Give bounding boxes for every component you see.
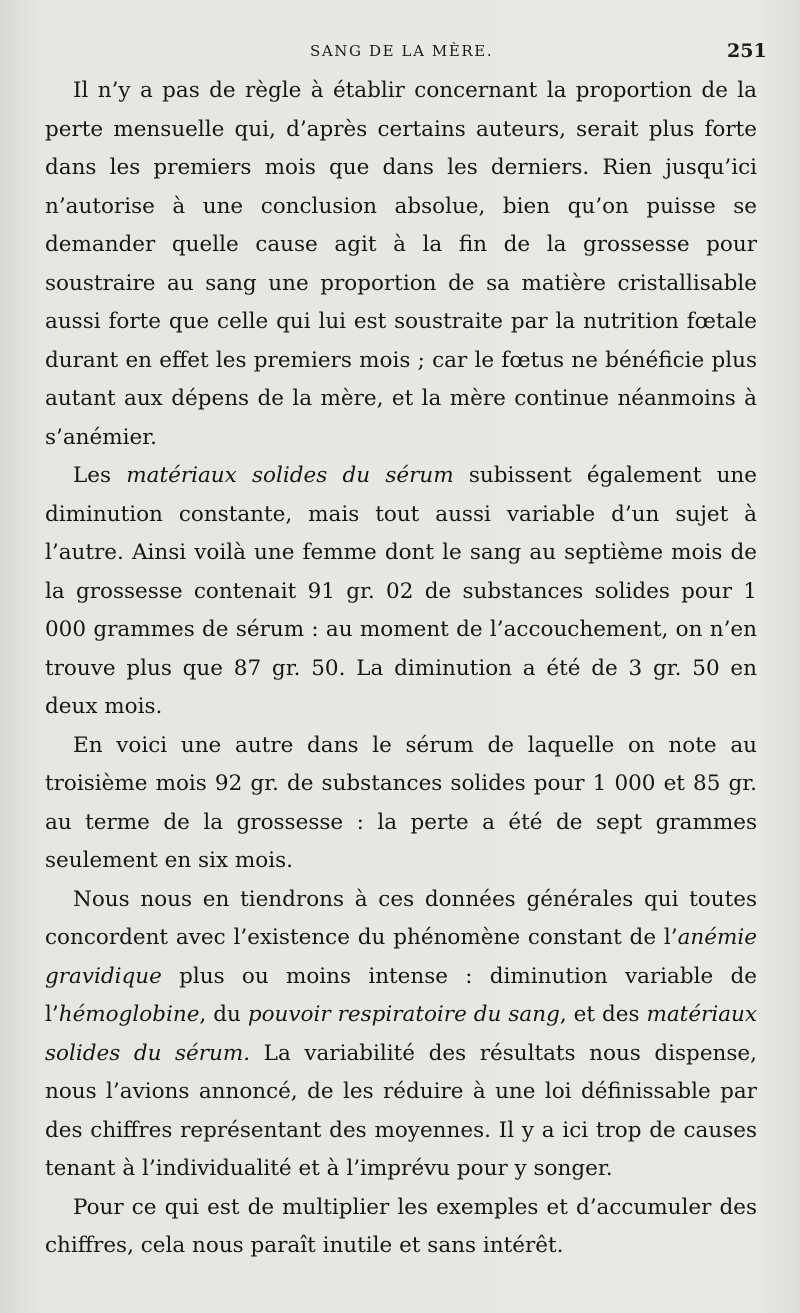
- text-run: La variabilité des résultats nous dispense, nous l’avions annoncé, de les réduire à une loi définissable par des chiffres représentant des moyennes. Il y a ici trop de causes tenant à l’individualité et à l’imprévu pour y songer.: [45, 1040, 757, 1181]
- running-head: SANG DE LA MÈRE.: [310, 42, 494, 60]
- text-run: subissent également une diminution constante, mais tout aussi variable d’un sujet à l’autre. Ainsi voilà une femme dont le sang au septième mois de la grossesse contenait 91 gr. 02 de substances solides pour 1 000 grammes de sérum : au moment de l’accouchement, on n’en trouve plus que 87 gr. 50. La diminution a été de 3 gr. 50 en deux mois.: [45, 463, 757, 719]
- text-run: Pour ce qui est de multiplier les exemples et d’accumuler des chiffres, cela nous paraît inutile et sans intérêt.: [45, 1194, 757, 1258]
- body-text: [45, 72, 757, 1266]
- text-run: Nous nous en tiendrons à ces données générales qui toutes concordent avec l’existence du phénomène constant de l’: [45, 886, 757, 950]
- text-run: , du: [199, 1002, 248, 1027]
- paragraph-4: [45, 881, 757, 1189]
- paragraph-5: [45, 1189, 757, 1266]
- paragraph-1: [45, 72, 757, 457]
- page-number: 251: [727, 40, 767, 62]
- italic-run: hémoglobine: [58, 1002, 200, 1027]
- italic-run: matériaux solides du sérum: [126, 463, 454, 488]
- paragraph-3: [45, 727, 757, 881]
- text-run: plus ou moins intense : diminution variable de l’: [45, 963, 757, 1027]
- italic-run: anémie gravidique: [45, 925, 757, 989]
- italic-run: pouvoir respiratoire du sang: [247, 1002, 560, 1027]
- paragraph-2: [45, 457, 757, 727]
- text-run: Les: [73, 463, 127, 488]
- page-header: [0, 42, 800, 66]
- text-run: En voici une autre dans le sérum de laquelle on note au troisième mois 92 gr. de substances solides pour 1 000 et 85 gr. au terme de la grossesse : la perte a été de sept grammes seulement en six mois.: [45, 732, 757, 873]
- text-run: , et des: [559, 1002, 647, 1027]
- italic-run: matériaux solides du sérum.: [45, 1002, 757, 1066]
- text-run: Il n’y a pas de règle à établir concernant la proportion de la perte mensuelle qui, d’après certains auteurs, serait plus forte dans les premiers mois que dans les derniers. Rien jusqu’ici n’autorise à une conclusion absolue, bien qu’on puisse se demander quelle cause agit à la fin de la grossesse pour soustraire au sang une proportion de sa matière cristallisable aussi forte que celle qui lui est soustraite par la nutrition fœtale durant en effet les premiers mois ; car le fœtus ne bénéficie plus autant aux dépens de la mère, et la mère continue néanmoins à s’anémier.: [45, 78, 757, 450]
